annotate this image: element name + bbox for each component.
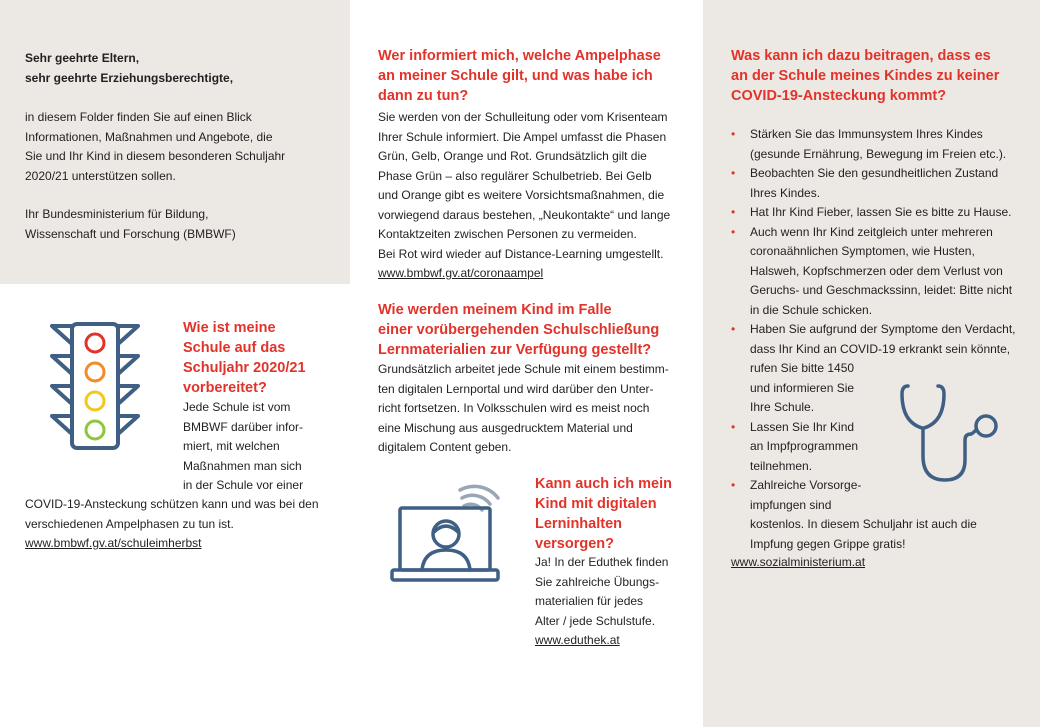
body-line: digitalem Content geben.	[378, 440, 512, 454]
heading-line: Schule auf das	[183, 340, 286, 356]
bullet-line: • Haben Sie aufgrund der Symptome den Verdacht,	[750, 322, 1016, 336]
heading-line: an meiner Schule gilt, und was habe ich	[378, 68, 653, 84]
bullet-line: • Hat Ihr Kind Fieber, lassen Sie es bitte zu Hause.	[750, 205, 1012, 219]
bullet-line: • Stärken Sie das Immunsystem Ihres Kindes	[750, 127, 983, 141]
greeting-line: Sehr geehrte Eltern,	[25, 51, 140, 65]
bullet-line: dass Ihr Kind an COVID-19 erkrankt sein könnte,	[750, 341, 1011, 356]
intro-line: 2020/21 unterstützen sollen.	[25, 168, 176, 183]
heading-line: Kann auch ich mein	[535, 476, 672, 492]
body-line: Jede Schule ist vom	[183, 400, 291, 414]
body-line: COVID-19-Ansteckung schützen kann und was bei den	[25, 497, 319, 511]
body-line: ten digitalen Lernportal und wird darüber den Unter-	[378, 381, 654, 396]
heading-line: an der Schule meines Kindes zu keiner	[731, 68, 1000, 84]
list-item	[731, 164, 1016, 203]
bullet-line: in die Schule schicken.	[750, 302, 873, 317]
heading-line: Wer informiert mich, welche Ampelphase	[378, 48, 661, 64]
heading-line: Schuljahr 2020/21	[183, 360, 306, 376]
bullet-line: • Zahlreiche Vorsorge-	[750, 478, 862, 492]
help-heading	[731, 46, 999, 106]
heading-line: Kind mit digitalen	[535, 496, 657, 512]
help-bullet-list	[731, 125, 1016, 554]
bullet-line: Geruchs- und Geschmackssinn, leidet: Bitte nicht	[750, 283, 1013, 297]
learning-body	[378, 360, 669, 458]
traffic-light-icon	[48, 320, 142, 452]
body-line: Sie zahlreiche Übungs-	[535, 574, 660, 589]
body-line: Kontaktzeiten zwischen Personen zu vermeiden.	[378, 227, 637, 241]
body-line: materialien für jedes	[535, 594, 644, 608]
bullet-line: (gesunde Ernährung, Bewegung im Freien etc.).	[750, 146, 1007, 161]
bullet-line: Ihre Schule.	[750, 400, 815, 414]
help-link[interactable]: www.sozialministerium.at	[731, 555, 866, 569]
ampel-link[interactable]: www.bmbwf.gv.at/coronaampel	[378, 266, 544, 280]
body-line: Alter / jede Schulstufe.	[535, 613, 656, 628]
body-line: Phase Grün – also regulärer Schulbetrieb. Bei Gelb	[378, 168, 652, 183]
digital-heading	[535, 474, 672, 554]
ampel-body	[378, 108, 670, 284]
heading-line: vorbereitet?	[183, 380, 267, 396]
school-prep-link[interactable]: www.bmbwf.gv.at/schuleimherbst	[25, 536, 202, 550]
signature-line: Ihr Bundesministerium für Bildung,	[25, 207, 209, 221]
body-line: verschiedenen Ampelphasen zu tun ist.	[25, 516, 234, 531]
heading-line: Lerninhalten	[535, 516, 623, 532]
intro-line: Sie und Ihr Kind in diesem besonderen Schuljahr	[25, 149, 286, 163]
body-line: vorwiegend daraus bestehen, „Neukontakte“ und lange	[378, 207, 671, 222]
heading-line: einer vorübergehenden Schulschließung	[378, 322, 660, 338]
bullet-line: teilnehmen.	[750, 458, 813, 473]
body-line: miert, mit welchen	[183, 439, 280, 453]
bullet-line: und informieren Sie	[750, 380, 855, 395]
school-prep-body	[183, 398, 303, 496]
body-line: Ihrer Schule informiert. Die Ampel umfasst die Phasen	[378, 129, 667, 144]
laptop-learner-icon	[390, 476, 500, 584]
greeting-line: sehr geehrte Erziehungsberechtigte,	[25, 70, 234, 85]
body-line: und Orange gibt es weitere Vorsichtsmaßnahmen, die	[378, 188, 665, 202]
bullet-line: impfungen sind	[750, 497, 832, 512]
bullet-line: coronaähnlichen Symptomen, wie Husten,	[750, 244, 975, 258]
bullet-line: • Lassen Sie Ihr Kind	[750, 419, 855, 434]
school-prep-body-wide	[25, 495, 319, 554]
heading-line: COVID-19-Ansteckung kommt?	[731, 88, 947, 104]
body-line: Bei Rot wird wieder auf Distance-Learning umgestellt.	[378, 246, 664, 261]
body-line: BMBWF darüber infor-	[183, 419, 304, 434]
signature-line: Wissenschaft und Forschung (BMBWF)	[25, 226, 236, 241]
digital-body	[535, 553, 668, 651]
bullet-line: Impfung gegen Grippe gratis!	[750, 536, 906, 551]
stethoscope-icon	[898, 378, 1002, 488]
bullet-line: Halsweh, Kopfschmerzen oder dem Verlust von	[750, 263, 1003, 278]
heading-line: dann zu tun?	[378, 88, 469, 104]
body-line: Grundsätzlich arbeitet jede Schule mit einem bestimm-	[378, 362, 669, 376]
heading-line: Was kann ich dazu beitragen, dass es	[731, 48, 991, 64]
bullet-line: an Impfprogrammen	[750, 439, 859, 453]
intro-body	[25, 108, 285, 186]
intro-line: in diesem Folder finden Sie auf einen Blick	[25, 110, 252, 124]
bullet-line: kostenlos. In diesem Schuljahr ist auch die	[750, 517, 977, 531]
heading-line: Lernmaterialien zur Verfügung gestellt?	[378, 342, 652, 358]
bullet-line: Ihres Kindes.	[750, 185, 821, 200]
heading-line: versorgen?	[535, 536, 614, 552]
list-item	[731, 125, 1016, 164]
body-line: Grün, Gelb, Orange und Rot. Grundsätzlich gilt die	[378, 149, 647, 163]
list-item	[731, 203, 1016, 223]
intro-line: Informationen, Maßnahmen und Angebote, die	[25, 129, 273, 144]
school-prep-heading	[183, 318, 306, 398]
learning-heading	[378, 300, 659, 360]
list-item	[731, 223, 1016, 321]
digital-link[interactable]: www.eduthek.at	[535, 633, 620, 647]
heading-line: Wie ist meine	[183, 320, 276, 336]
heading-line: Wie werden meinem Kind im Falle	[378, 302, 612, 318]
body-line: eine Mischung aus ausgedrucktem Material und	[378, 420, 633, 435]
body-line: in der Schule vor einer	[183, 478, 304, 492]
intro-greeting	[25, 49, 233, 88]
body-line: Sie werden von der Schulleitung oder vom Krisenteam	[378, 110, 668, 124]
intro-signature	[25, 205, 236, 244]
body-line: Ja! In der Eduthek finden	[535, 555, 669, 569]
body-line: richt fortsetzen. In Volksschulen wird es meist noch	[378, 401, 650, 415]
bullet-line: • Auch wenn Ihr Kind zeitgleich unter mehreren	[750, 224, 993, 239]
bullet-line: • Beobachten Sie den gesundheitlichen Zustand	[750, 166, 999, 180]
body-line: Maßnahmen man sich	[183, 458, 302, 473]
ampel-heading	[378, 46, 661, 106]
bullet-line: rufen Sie bitte 1450	[750, 361, 855, 375]
